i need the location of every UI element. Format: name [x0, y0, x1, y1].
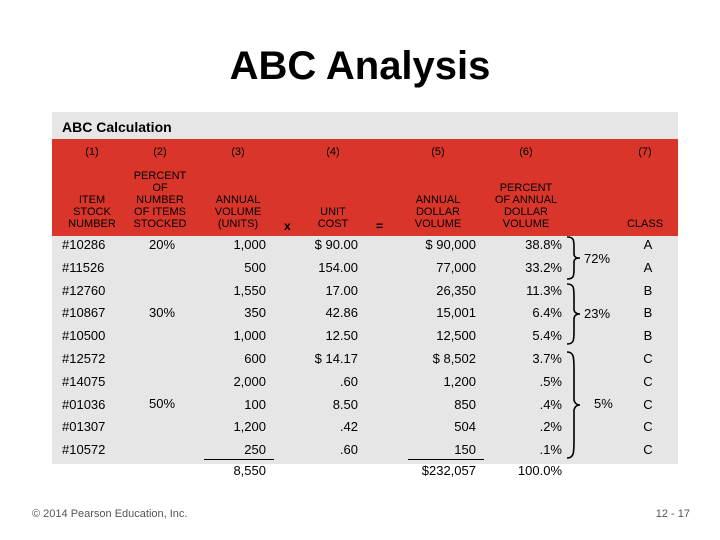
times-operator: x: [284, 219, 291, 233]
col-1-number: (1): [85, 146, 99, 158]
cell-dollar: $ 8,502: [432, 351, 476, 366]
table-caption: ABC Calculation: [62, 119, 172, 135]
col-7-label: CLASS: [626, 218, 664, 230]
cell-volume: 1,000: [233, 328, 266, 344]
col-2-number: (2): [153, 146, 167, 158]
cell-cost: 42.86: [325, 305, 358, 321]
total-dollar-volume: $232,057: [421, 463, 476, 478]
cell-item: #11526: [62, 259, 105, 275]
dollar-total-rule: [408, 459, 484, 460]
cell-dollar: 12,500: [436, 328, 476, 344]
cell-dollar: $ 90,000: [425, 237, 476, 252]
percent-items-c: 50%: [148, 396, 176, 411]
cell-dollar: 504: [454, 419, 476, 435]
cell-volume: 1,550: [233, 282, 266, 298]
brace-b-icon: [566, 283, 582, 345]
cell-cost: .60: [339, 373, 358, 389]
page-title: ABC Analysis: [229, 44, 491, 88]
cell-volume: 1,200: [233, 419, 266, 435]
cell-volume: 350: [244, 305, 266, 321]
copyright: © 2014 Pearson Education, Inc.: [32, 508, 188, 520]
cell-pct: 6.4%: [532, 305, 562, 321]
equals-operator: =: [376, 219, 384, 233]
cell-cls: A: [643, 237, 653, 252]
brace-a-icon: [566, 236, 582, 280]
cell-cost: 17.00: [325, 282, 358, 298]
group-percent-c: 5%: [594, 396, 613, 411]
cell-volume: 500: [244, 259, 266, 275]
col-1-label: ITEM STOCK NUMBER: [68, 194, 116, 230]
cell-volume: 600: [244, 351, 266, 366]
cell-pct: 33.2%: [525, 259, 562, 275]
col-3-label: ANNUAL VOLUME (UNITS): [214, 194, 262, 230]
cell-dollar: 77,000: [436, 259, 476, 275]
cell-item: #10286: [62, 237, 106, 252]
cell-cost: 154.00: [318, 259, 358, 275]
cell-cls: B: [643, 328, 653, 344]
cell-pct: 38.8%: [525, 237, 562, 252]
col-4-number: (4): [326, 146, 340, 158]
cell-cost: 8.50: [332, 396, 358, 412]
col-4-label: UNIT COST: [317, 206, 349, 230]
cell-cls: C: [643, 442, 653, 458]
group-percent-a: 72%: [584, 251, 611, 266]
cell-dollar: 15,001: [436, 305, 476, 321]
page-number: 12 - 17: [655, 508, 690, 520]
cell-item: #10500: [62, 328, 106, 344]
cell-item: #10867: [62, 305, 106, 321]
cell-item: #12760: [62, 282, 106, 298]
cell-pct: .4%: [539, 396, 562, 412]
percent-items-b: 30%: [148, 305, 176, 320]
cell-cost: .42: [339, 419, 358, 435]
cell-cls: C: [643, 419, 653, 435]
col-6-number: (6): [519, 146, 533, 158]
cell-cost: $ 90.00: [314, 237, 358, 252]
cell-pct: .1%: [539, 442, 562, 458]
cell-volume: 2,000: [233, 373, 266, 389]
cell-cls: A: [643, 259, 653, 275]
col-6-label: PERCENT OF ANNUAL DOLLAR VOLUME: [494, 182, 558, 230]
cell-cls: B: [643, 282, 653, 298]
total-percent: 100.0%: [517, 463, 562, 478]
cell-item: #10572: [62, 442, 106, 458]
cell-item: #01036: [62, 396, 106, 412]
col-2-label: PERCENT OF NUMBER OF ITEMS STOCKED: [133, 170, 187, 230]
col-3-number: (3): [231, 146, 245, 158]
cell-cls: C: [643, 373, 653, 389]
cell-item: #01307: [62, 419, 106, 435]
cell-cls: B: [643, 305, 653, 321]
total-volume: 8,550: [233, 463, 266, 478]
cell-item: #12572: [62, 351, 106, 366]
cell-cls: C: [643, 351, 653, 366]
cell-cost: 12.50: [325, 328, 358, 344]
percent-items-a: 20%: [148, 237, 176, 252]
cell-pct: .2%: [539, 419, 562, 435]
cell-volume: 250: [244, 442, 266, 458]
cell-cost: .60: [339, 442, 358, 458]
col-7-number: (7): [638, 146, 652, 158]
cell-pct: 3.7%: [532, 351, 562, 366]
cell-pct: .5%: [539, 373, 562, 389]
cell-volume: 1,000: [233, 237, 266, 252]
cell-item: #14075: [62, 373, 106, 389]
cell-cost: $ 14.17: [314, 351, 358, 366]
group-percent-b: 23%: [584, 306, 611, 321]
cell-dollar: 850: [454, 396, 476, 412]
cell-dollar: 150: [454, 442, 476, 458]
volume-total-rule: [204, 459, 274, 460]
brace-c-icon: [566, 351, 582, 459]
cell-pct: 5.4%: [532, 328, 562, 344]
col-5-number: (5): [431, 146, 445, 158]
cell-pct: 11.3%: [526, 282, 562, 298]
cell-cls: C: [643, 396, 653, 412]
col-5-label: ANNUAL DOLLAR VOLUME: [414, 194, 462, 230]
cell-volume: 100: [244, 396, 266, 412]
cell-dollar: 26,350: [436, 282, 476, 298]
cell-dollar: 1,200: [443, 373, 476, 389]
